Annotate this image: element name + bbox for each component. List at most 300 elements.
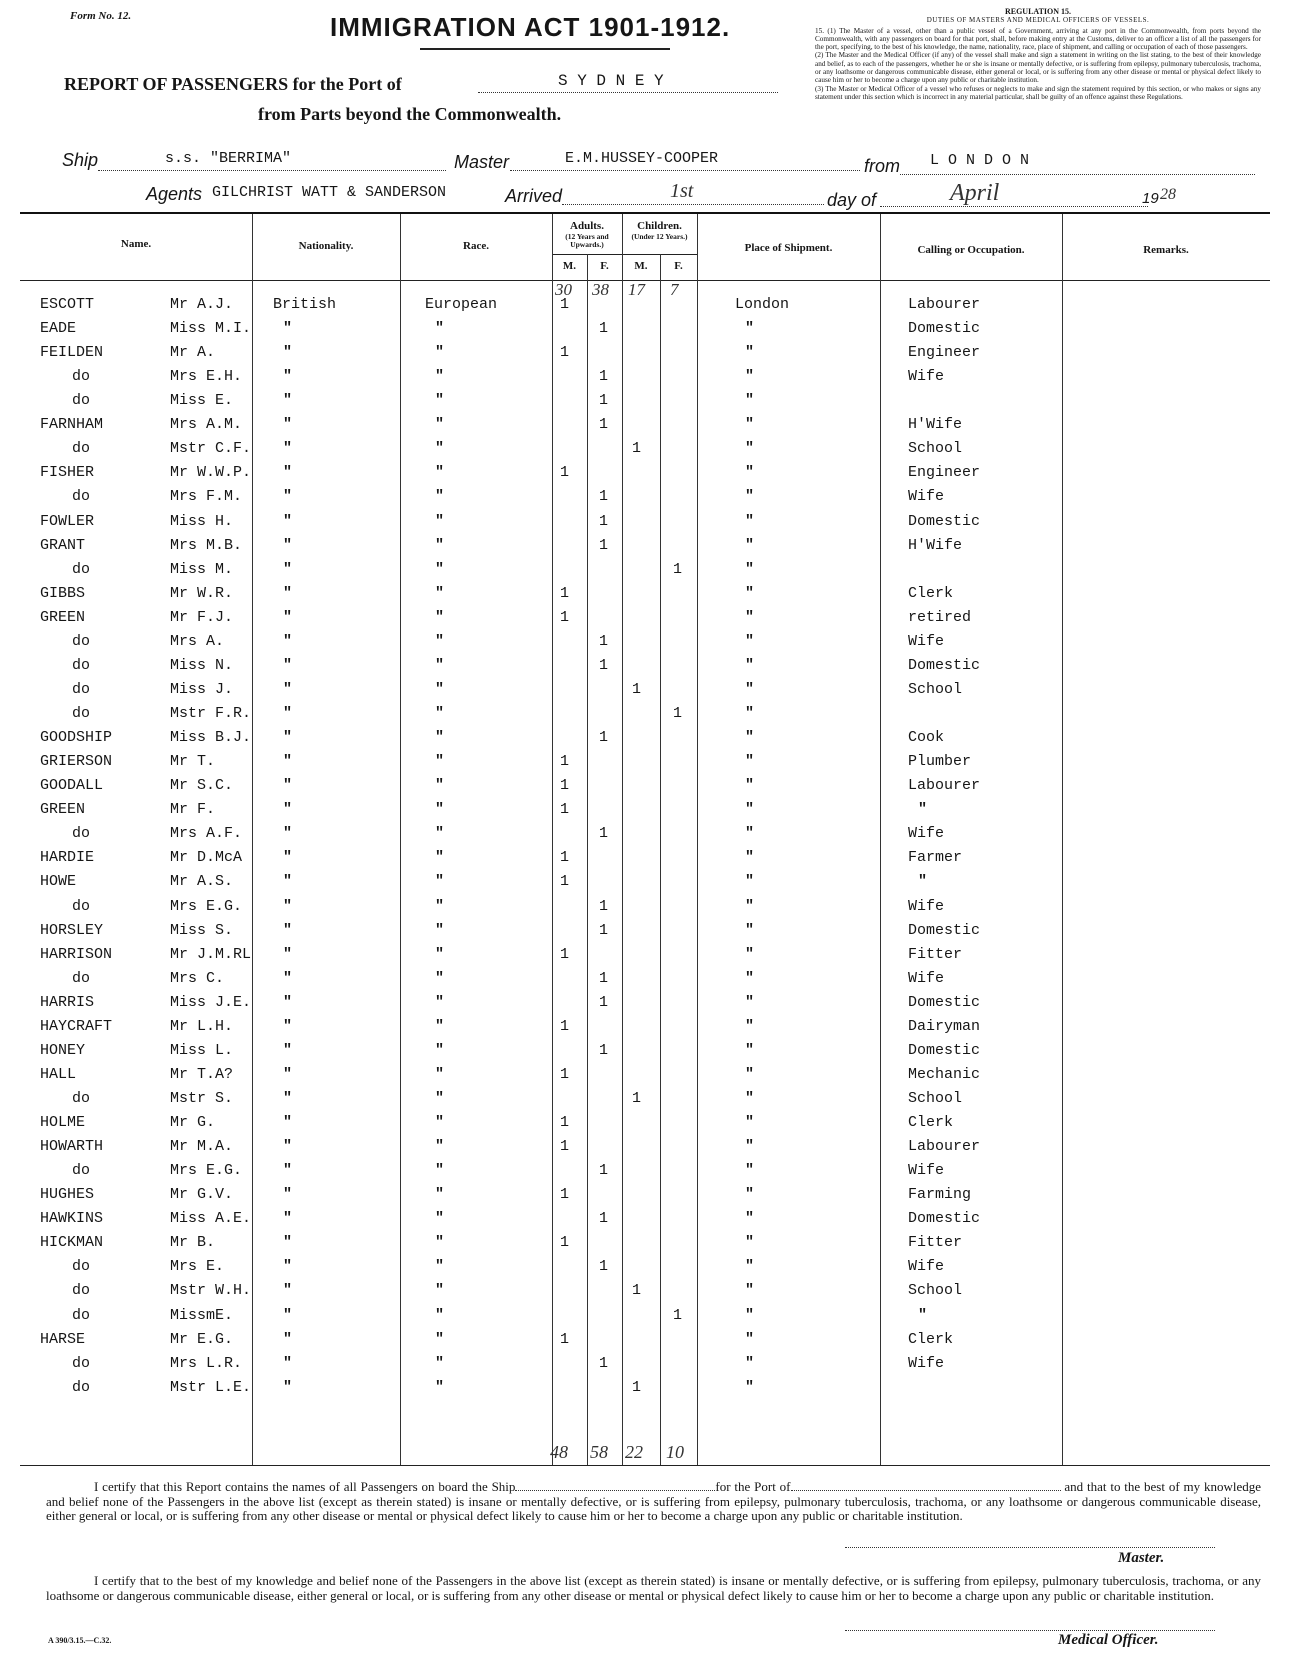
cell-race: " [435, 1354, 445, 1372]
cell-surname: do [72, 656, 91, 674]
cell-nationality: " [283, 777, 293, 795]
header-calling: Calling or Occupation. [917, 244, 1025, 256]
cell-place-of-shipment: " [745, 801, 755, 819]
cell-race: " [435, 1162, 445, 1180]
cell-place-of-shipment: " [745, 729, 755, 747]
cell-surname: HAYCRAFT [40, 1017, 113, 1035]
cell-occupation: School [908, 680, 963, 698]
cell-nationality: " [283, 1234, 293, 1252]
cell-nationality: " [283, 1354, 293, 1372]
cell-occupation: Wife [908, 632, 945, 650]
cell-race: " [435, 1017, 445, 1035]
from-label: from [864, 156, 900, 176]
cell-adults-m: 1 [560, 1114, 570, 1132]
cell-given-names: Mrs L.R. [170, 1354, 243, 1372]
cell-place-of-shipment: " [745, 1234, 755, 1252]
header-race: Race. [463, 240, 489, 252]
cell-given-names: Mr B. [170, 1234, 216, 1252]
cell-place-of-shipment: " [745, 873, 755, 891]
cell-adults-f: 1 [599, 1210, 609, 1228]
cell-occupation: Labourer [908, 1138, 981, 1156]
cell-occupation: Domestic [908, 1210, 981, 1228]
cell-occupation: " [918, 873, 928, 891]
cell-nationality: " [283, 945, 293, 963]
regulation-subheading: DUTIES OF MASTERS AND MEDICAL OFFICERS OF VESSELS. [926, 16, 1150, 25]
master-signature-line [845, 1547, 1215, 1548]
cell-occupation: Plumber [908, 753, 972, 771]
cell-nationality: " [283, 1210, 293, 1228]
total-adults-f: 58 [590, 1442, 608, 1462]
master-signature-label: Master. [1118, 1550, 1165, 1566]
cell-nationality: " [283, 608, 293, 626]
day-of-label: day of [827, 190, 877, 210]
cell-occupation: Clerk [908, 1330, 954, 1348]
arrived-day: 1st [670, 180, 694, 202]
master-cert-ship-text: I certify that this Report contains the names of all Passengers on board the Ship [94, 1479, 516, 1494]
cell-place-of-shipment: " [745, 1354, 755, 1372]
cell-place-of-shipment: " [745, 608, 755, 626]
cell-adults-m: 1 [560, 753, 570, 771]
cell-occupation: Domestic [908, 921, 981, 939]
cell-race: " [435, 1282, 445, 1300]
from-fill-line [900, 174, 1255, 175]
cell-place-of-shipment: " [745, 464, 755, 482]
col-divider-place [697, 214, 698, 1465]
cell-surname: HUGHES [40, 1186, 95, 1204]
cell-given-names: Mstr L.E. [170, 1378, 252, 1396]
cell-race: " [435, 368, 445, 386]
cell-adults-m: 1 [560, 849, 570, 867]
cell-given-names: Mstr C.F. [170, 440, 252, 458]
cell-nationality: " [283, 993, 293, 1011]
cell-nationality: " [283, 969, 293, 987]
cell-adults-m: 1 [560, 1330, 570, 1348]
cell-race: " [435, 945, 445, 963]
cell-place-of-shipment: " [745, 1282, 755, 1300]
medical-officer-label: Medical Officer. [1058, 1632, 1159, 1648]
cell-given-names: Mrs A.M. [170, 416, 243, 434]
cell-given-names: Miss E. [170, 392, 234, 410]
cell-place-of-shipment: " [745, 897, 755, 915]
cell-nationality: " [283, 536, 293, 554]
cell-given-names: Mrs E.G. [170, 1162, 243, 1180]
cell-surname: HOWARTH [40, 1138, 104, 1156]
cell-occupation: Dairyman [908, 1017, 981, 1035]
cell-place-of-shipment: " [745, 1162, 755, 1180]
from-parts-line: from Parts beyond the Commonwealth. [258, 104, 562, 124]
cell-nationality: " [283, 320, 293, 338]
cell-children-m: 1 [632, 680, 642, 698]
cell-nationality: " [283, 680, 293, 698]
cell-place-of-shipment: " [745, 825, 755, 843]
cell-race: " [435, 560, 445, 578]
cell-adults-f: 1 [599, 729, 609, 747]
form-title: IMMIGRATION ACT 1901-1912. [330, 12, 731, 42]
cell-occupation: " [918, 801, 928, 819]
cell-given-names: Mr T.A? [170, 1065, 234, 1083]
cell-nationality: " [283, 440, 293, 458]
cell-race: " [435, 921, 445, 939]
cell-given-names: Mr S.C. [170, 777, 234, 795]
cell-nationality: " [283, 1306, 293, 1324]
cell-occupation: Mechanic [908, 1065, 981, 1083]
cell-race: " [435, 320, 445, 338]
header-children-f: F. [674, 260, 683, 272]
cell-nationality: " [283, 1378, 293, 1396]
cell-surname: do [72, 1378, 91, 1396]
cell-occupation: Wife [908, 825, 945, 843]
cell-nationality: " [283, 825, 293, 843]
cell-given-names: Mr T. [170, 753, 216, 771]
cell-race: " [435, 1138, 445, 1156]
cell-surname: GRIERSON [40, 753, 113, 771]
cell-given-names: Mr F. [170, 801, 216, 819]
cell-nationality: " [283, 1089, 293, 1107]
master-cert-port-text: for the Port of [715, 1479, 791, 1494]
header-name: Name. [120, 238, 152, 250]
cell-surname: FARNHAM [40, 416, 104, 434]
cell-place-of-shipment: " [745, 1306, 755, 1324]
cell-race: " [435, 512, 445, 530]
cell-given-names: Mr A.J. [170, 296, 234, 313]
arrived-month: April [950, 180, 1000, 206]
cell-race: " [435, 392, 445, 410]
cell-surname: FOWLER [40, 512, 95, 530]
cell-surname: HORSLEY [40, 921, 104, 939]
cell-surname: do [72, 705, 91, 723]
cell-place-of-shipment: " [745, 632, 755, 650]
cell-adults-m: 1 [560, 344, 570, 362]
cell-occupation: Wife [908, 1258, 945, 1276]
table-bottom-border [20, 1465, 1270, 1466]
cell-surname: do [72, 1162, 91, 1180]
master-certification [46, 1480, 1261, 1524]
cell-children-m: 1 [632, 440, 642, 458]
cell-race: " [435, 1330, 445, 1348]
cell-surname: do [72, 392, 91, 410]
cell-place-of-shipment: " [745, 440, 755, 458]
col-divider-children [622, 214, 623, 1465]
cell-children-m: 1 [632, 1378, 642, 1396]
from-port: L O N D O N [930, 152, 1030, 169]
cell-place-of-shipment: " [745, 656, 755, 674]
title-underline [420, 48, 670, 50]
cell-surname: do [72, 1282, 91, 1300]
cell-race: " [435, 1234, 445, 1252]
ship-name: s.s. "BERRIMA" [165, 150, 292, 167]
cell-place-of-shipment: " [745, 416, 755, 434]
cell-place-of-shipment: " [745, 1378, 755, 1396]
arrived-fill-line [562, 204, 824, 205]
cell-adults-f: 1 [599, 368, 609, 386]
cell-race: " [435, 1114, 445, 1132]
cell-given-names: Mr L.H. [170, 1017, 234, 1035]
regulation-para-2: (2) The Master and the Medical Officer (if any) of the vessel shall make and sign a statement in writing on the list stating, to the best of their knowledge and belief, as to each of the passengers, whether he or she is insane or mentally defective, or is suffering from epilepsy, pulmonary tuberculosis, trachoma, or any loathsome or dangerous communicable disease, either general or local, or is suffering from any other disease or mental or physical defect likely to cause him or her to become a charge upon any public or charitable institution. [815, 51, 1261, 85]
cell-place-of-shipment: " [745, 969, 755, 987]
cell-surname: GOODALL [40, 777, 104, 795]
regulation-heading: REGULATION 15. [1004, 7, 1072, 16]
cell-place-of-shipment: " [745, 777, 755, 795]
cell-nationality: " [283, 584, 293, 602]
cell-children-f: 1 [673, 560, 683, 578]
cell-given-names: Mrs F.M. [170, 488, 243, 506]
cell-surname: ESCOTT [40, 296, 95, 313]
cell-surname: GREEN [40, 801, 86, 819]
regulation-para-1: 15. (1) The Master of a vessel, other than a public vessel of a Government, arriving at any port in the Commonwealth, from ports beyond the Commonwealth, with any passengers on board for that port, shall, before making entry at the Customs, deliver to an officer a list of all the passengers for the port, specifying, to the best of his knowledge, the name, nationality, race, place of shipment, and calling or occupation of each of those passengers. [815, 26, 1261, 52]
year-prefix: 19 [1142, 190, 1159, 207]
cell-adults-f: 1 [599, 416, 609, 434]
cell-race: " [435, 584, 445, 602]
cell-race: " [435, 440, 445, 458]
cell-place-of-shipment: " [745, 512, 755, 530]
cell-adults-f: 1 [599, 1041, 609, 1059]
cell-adults-m: 1 [560, 296, 570, 313]
print-code: A 390/3.15.—C.32. [48, 1636, 112, 1645]
cell-surname: HONEY [40, 1041, 86, 1059]
cell-place-of-shipment: " [745, 1138, 755, 1156]
cell-race: " [435, 1258, 445, 1276]
cell-occupation: Labourer [908, 777, 981, 795]
cell-adults-f: 1 [599, 512, 609, 530]
cell-surname: GOODSHIP [40, 729, 113, 747]
cell-occupation: Domestic [908, 993, 981, 1011]
cell-occupation: " [918, 1306, 928, 1324]
regulation-para-3: (3) The Master or Medical Officer of a vessel who refuses or neglects to make and sign the statement required by this section, or who makes or signs any statement under this section which is incorrect in any material particular, shall be guilty of an offence against these Regulations. [815, 84, 1261, 101]
cell-nationality: " [283, 1282, 293, 1300]
header-adults: Adults. [570, 220, 604, 232]
cell-race: " [435, 969, 445, 987]
cell-given-names: Mstr F.R. [170, 705, 252, 723]
cell-surname: HAWKINS [40, 1210, 104, 1228]
cell-race: " [435, 656, 445, 674]
cell-race: " [435, 729, 445, 747]
cell-adults-f: 1 [599, 392, 609, 410]
cell-nationality: " [283, 1138, 293, 1156]
cell-race: " [435, 1186, 445, 1204]
cell-place-of-shipment: " [745, 584, 755, 602]
cell-surname: HOWE [40, 873, 77, 891]
cell-given-names: Mr A. [170, 344, 216, 362]
cell-adults-m: 1 [560, 1186, 570, 1204]
cell-place-of-shipment: " [745, 488, 755, 506]
cell-occupation: Engineer [908, 464, 981, 482]
cell-place-of-shipment: " [745, 1089, 755, 1107]
cell-race: " [435, 897, 445, 915]
cell-occupation: School [908, 1089, 963, 1107]
cell-given-names: Mrs C. [170, 969, 225, 987]
cell-given-names: Mr G.V. [170, 1186, 234, 1204]
cell-place-of-shipment: " [745, 945, 755, 963]
cell-race: " [435, 801, 445, 819]
col-divider-remarks [1062, 214, 1063, 1465]
regulation-15-text [815, 8, 1261, 101]
cell-nationality: " [283, 897, 293, 915]
port-fill-line [478, 92, 778, 93]
cell-occupation: Engineer [908, 344, 981, 362]
cell-surname: do [72, 969, 91, 987]
cell-adults-f: 1 [599, 897, 609, 915]
cell-place-of-shipment: " [745, 320, 755, 338]
cell-race: " [435, 680, 445, 698]
cell-given-names: Mr W.R. [170, 584, 234, 602]
cell-occupation: Wife [908, 897, 945, 915]
cell-given-names: Miss L. [170, 1041, 234, 1059]
cell-nationality: " [283, 1258, 293, 1276]
cell-children-m: 1 [632, 1089, 642, 1107]
cell-occupation: Wife [908, 1354, 945, 1372]
cell-adults-f: 1 [599, 825, 609, 843]
ship-label: Ship [62, 150, 99, 170]
cell-given-names: Mrs E. [170, 1258, 225, 1276]
cell-race: " [435, 1041, 445, 1059]
cell-nationality: " [283, 1065, 293, 1083]
cell-surname: do [72, 825, 91, 843]
cell-occupation: Fitter [908, 1234, 963, 1252]
cell-occupation: Clerk [908, 1114, 954, 1132]
cell-adults-f: 1 [599, 632, 609, 650]
master-fill-line [510, 170, 860, 171]
cell-adults-f: 1 [599, 536, 609, 554]
cell-given-names: Mr G. [170, 1114, 216, 1132]
cell-surname: GIBBS [40, 584, 86, 602]
cell-surname: do [72, 1354, 91, 1372]
cell-nationality: " [283, 705, 293, 723]
carry-children-f: 7 [670, 280, 679, 299]
cell-adults-f: 1 [599, 320, 609, 338]
header-place-of-shipment: Place of Shipment. [744, 242, 833, 254]
cell-given-names: Mrs A. [170, 632, 225, 650]
cell-occupation: Clerk [908, 584, 954, 602]
header-remarks: Remarks. [1143, 244, 1189, 256]
cell-race: " [435, 705, 445, 723]
cell-adults-m: 1 [560, 1017, 570, 1035]
col-divider-race [400, 214, 401, 1465]
cell-place-of-shipment: " [745, 392, 755, 410]
cell-occupation: retired [908, 608, 972, 626]
cell-occupation: School [908, 1282, 963, 1300]
cell-race: " [435, 344, 445, 362]
ship-blank [515, 1490, 715, 1491]
medical-signature-line [845, 1630, 1215, 1631]
cell-adults-f: 1 [599, 993, 609, 1011]
cell-given-names: Miss J.E. [170, 993, 252, 1011]
cell-adults-f: 1 [599, 488, 609, 506]
cell-given-names: Miss M.I. [170, 320, 252, 338]
cell-surname: FEILDEN [40, 344, 104, 362]
header-adults-f: F. [600, 260, 609, 272]
cell-given-names: Miss N. [170, 656, 234, 674]
cell-surname: do [72, 680, 91, 698]
cell-occupation: Domestic [908, 656, 981, 674]
master-cert-body: and that to the best of my knowledge and belief none of the Passengers in the above list (except as therein stated) is insane or mentally defective, or is suffering from epilepsy, pulmonary tuberculosis, trachoma, or any loathsome or dangerous communicable disease, either general or local, or is suffering from any other disease or mental or physical defect likely to cause him or her to become a charge upon any public or charitable institution. [46, 1479, 1261, 1523]
carry-adults-m: 30 [555, 280, 572, 299]
col-divider-adults-mf [587, 254, 588, 1465]
cell-place-of-shipment: " [745, 680, 755, 698]
cell-occupation: Farming [908, 1186, 972, 1204]
cell-nationality: " [283, 1017, 293, 1035]
cell-surname: EADE [40, 320, 77, 338]
cell-nationality: " [283, 801, 293, 819]
cell-nationality: " [283, 729, 293, 747]
table-header-bottom-border [20, 280, 1270, 281]
cell-nationality: " [283, 416, 293, 434]
cell-surname: do [72, 488, 91, 506]
cell-race: " [435, 777, 445, 795]
cell-race: " [435, 753, 445, 771]
cell-nationality: " [283, 1186, 293, 1204]
cell-given-names: Mstr S. [170, 1089, 234, 1107]
master-name: E.M.HUSSEY-COOPER [565, 150, 719, 167]
cell-race: " [435, 464, 445, 482]
cell-surname: do [72, 1258, 91, 1276]
cell-adults-m: 1 [560, 608, 570, 626]
cell-surname: HICKMAN [40, 1234, 104, 1252]
cell-adults-m: 1 [560, 801, 570, 819]
cell-given-names: Mrs E.G. [170, 897, 243, 915]
col-divider-calling [880, 214, 881, 1465]
cell-given-names: Mr M.A. [170, 1138, 234, 1156]
cell-race: " [435, 873, 445, 891]
cell-nationality: British [273, 296, 337, 313]
cell-given-names: MissmE. [170, 1306, 234, 1324]
col-divider-adults [552, 214, 553, 1465]
cell-given-names: Mr W.W.P. [170, 464, 252, 482]
cell-adults-f: 1 [599, 1258, 609, 1276]
cell-surname: FISHER [40, 464, 95, 482]
cell-race: " [435, 1210, 445, 1228]
cell-nationality: " [283, 512, 293, 530]
cell-adults-f: 1 [599, 921, 609, 939]
cell-occupation: Labourer [908, 296, 981, 313]
cell-adults-f: 1 [599, 1354, 609, 1372]
cell-surname: do [72, 897, 91, 915]
cell-surname: do [72, 1306, 91, 1324]
cell-race: European [425, 296, 498, 313]
cell-children-f: 1 [673, 705, 683, 723]
cell-adults-m: 1 [560, 873, 570, 891]
total-children-m: 22 [625, 1442, 643, 1462]
header-adults-sub: (12 Years and Upwards.) [565, 232, 609, 249]
cell-given-names: Miss M. [170, 560, 234, 578]
cell-place-of-shipment: " [745, 560, 755, 578]
cell-surname: do [72, 560, 91, 578]
cell-nationality: " [283, 1330, 293, 1348]
cell-occupation: Farmer [908, 849, 963, 867]
cell-race: " [435, 488, 445, 506]
cell-nationality: " [283, 873, 293, 891]
table-top-border [20, 212, 1270, 214]
cell-race: " [435, 536, 445, 554]
cell-nationality: " [283, 656, 293, 674]
cell-place-of-shipment: " [745, 753, 755, 771]
cell-surname: GREEN [40, 608, 86, 626]
cell-occupation: Cook [908, 729, 945, 747]
month-fill-line [880, 206, 1148, 207]
cell-place-of-shipment: " [745, 705, 755, 723]
cell-given-names: Mr A.S. [170, 873, 234, 891]
cell-given-names: Miss S. [170, 921, 234, 939]
port-blank [791, 1490, 1061, 1491]
cell-race: " [435, 825, 445, 843]
cell-nationality: " [283, 344, 293, 362]
cell-place-of-shipment: " [745, 921, 755, 939]
cell-given-names: Mr E.G. [170, 1330, 234, 1348]
cell-place-of-shipment: " [745, 849, 755, 867]
cell-surname: do [72, 368, 91, 386]
cell-place-of-shipment: " [745, 1114, 755, 1132]
cell-adults-m: 1 [560, 1234, 570, 1252]
cell-adults-f: 1 [599, 1162, 609, 1180]
